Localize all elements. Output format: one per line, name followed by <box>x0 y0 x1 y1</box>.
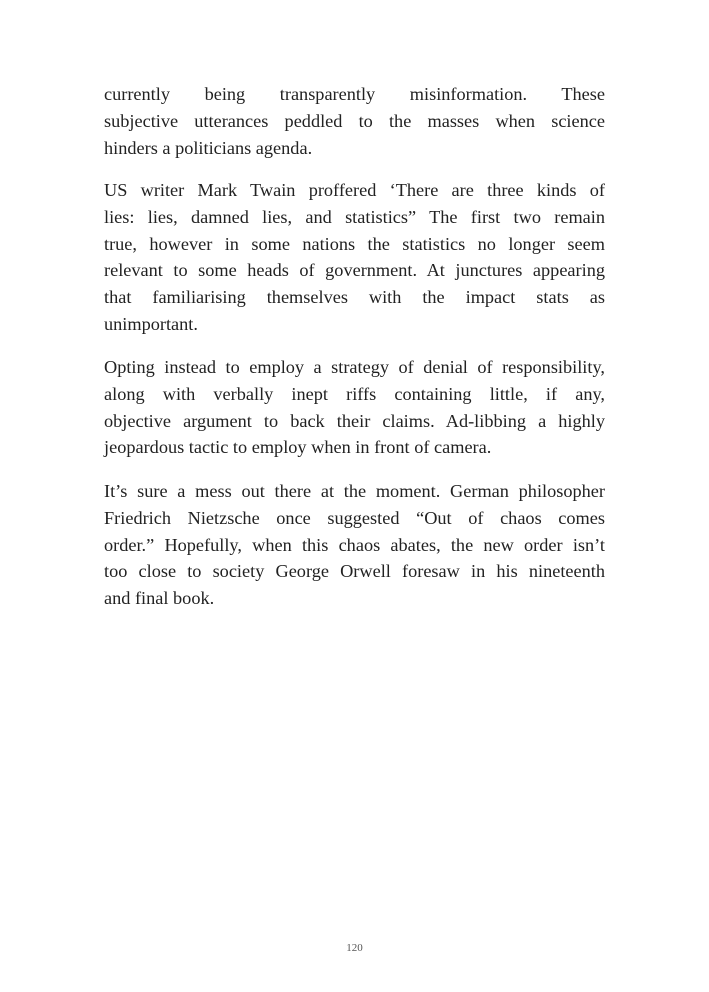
text-line: jeopardous tactic to employ when in front of camera. <box>104 437 492 458</box>
text-line: too close to society George Orwell foresaw in his nineteenth <box>104 561 605 582</box>
paragraph-2 <box>104 177 605 338</box>
text-line: unimportant. <box>104 313 198 334</box>
text-line: relevant to some heads of government. At junctures appearing <box>104 260 605 281</box>
text-line: Opting instead to employ a strategy of denial of responsibility, <box>104 357 605 377</box>
text-line: hinders a politicians agenda. <box>104 137 313 158</box>
text-line: that familiarising themselves with the impact stats as <box>104 287 605 308</box>
text-line: Friedrich Nietzsche once suggested “Out of chaos comes <box>104 507 605 528</box>
paragraph-1 <box>104 81 605 161</box>
text-line: along with verbally inept riffs containing little, if any, <box>104 383 605 404</box>
text-line: true, however in some nations the statistics no longer seem <box>104 233 605 254</box>
text-line: objective argument to back their claims. Ad-libbing a highly <box>104 410 605 431</box>
text-line: currently being transparently misinformation. These <box>104 84 605 104</box>
text-line: It’s sure a mess out there at the moment. German philosopher <box>104 481 605 501</box>
text-line: order.” Hopefully, when this chaos abates, the new order isn’t <box>104 534 605 555</box>
text-line: and final book. <box>104 588 215 609</box>
text-line: US writer Mark Twain proffered ‘There are three kinds of <box>104 180 605 200</box>
paragraph-3 <box>104 354 605 461</box>
text-line: lies: lies, damned lies, and statistics” The first two remain <box>104 206 605 227</box>
page-number: 120 <box>346 942 363 954</box>
paragraph-4 <box>104 478 605 612</box>
text-line: subjective utterances peddled to the masses when science <box>104 110 605 131</box>
